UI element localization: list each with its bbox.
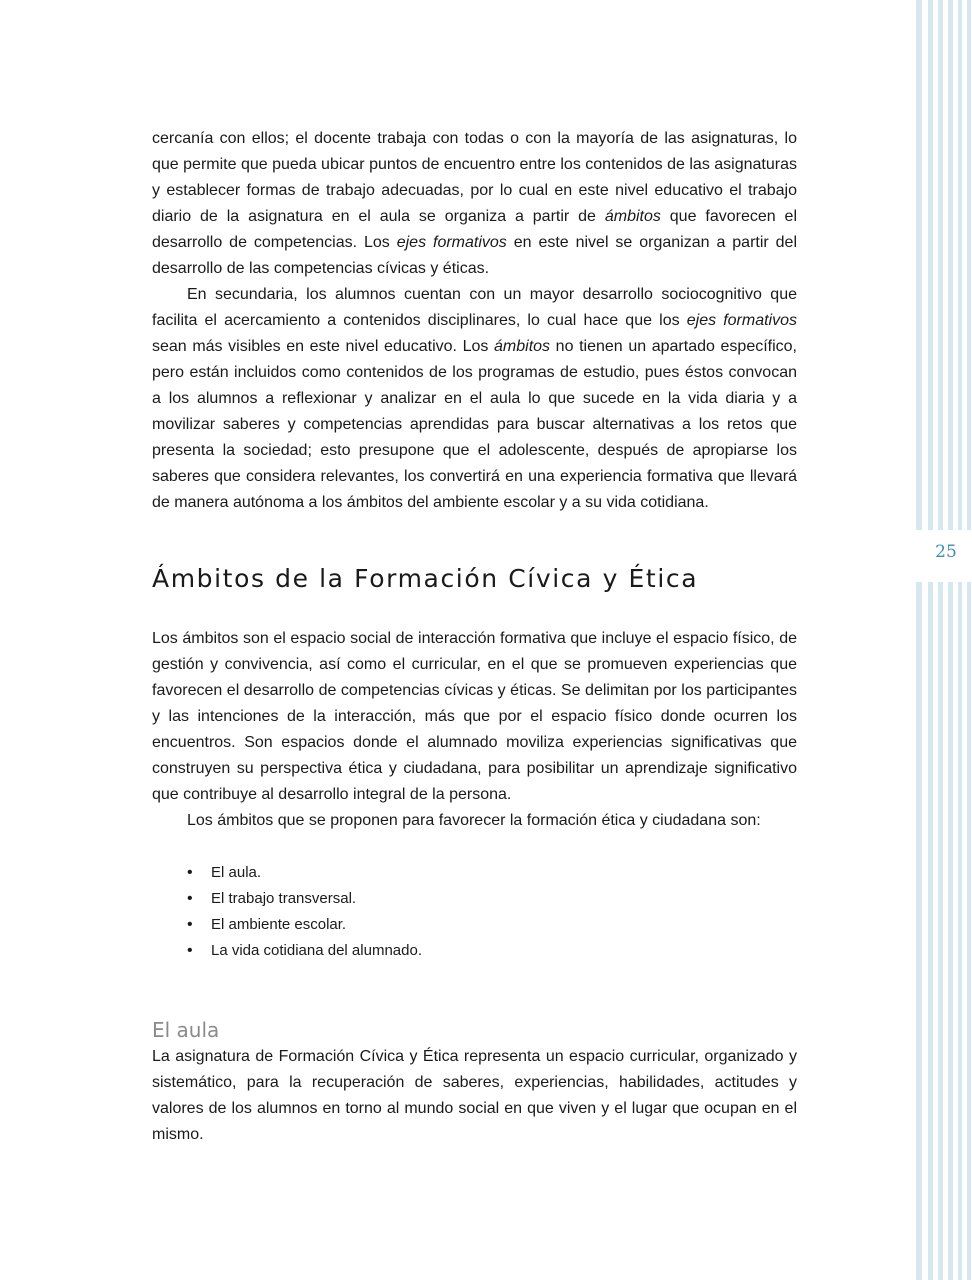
section-paragraph-2: Los ámbitos que se proponen para favorecer la formación ética y ciudadana son: bbox=[187, 812, 761, 829]
bullet-icon: • bbox=[187, 890, 193, 907]
section-paragraph-1: Los ámbitos son el espacio social de interacción formativa que incluye el espacio físico, de gestión y convivencia, así como el curricular, en el que se promueven experiencias que favorecen el desarrollo de competencias cívicas y éticas. Se delimitan por los participantes y las intenciones de la interacción, más que por el espacio físico donde ocurren los encuentros. Son espacios donde el alumnado moviliza experiencias significativas que construyen su perspectiva ética y ciudadana, para posibilitar un aprendizaje significativo que contribuye al desarrollo integral de la persona. bbox=[152, 630, 797, 803]
intro-paragraph-1: cercanía con ellos; el docente trabaja con todas o con la mayoría de las asignaturas, lo que permite que pueda ubicar puntos de encuentro entre los contenidos de las asignaturas y establecer formas de trabajo adecuadas, por lo cual en este nivel educativo el trabajo diario de la asignatura en el aula se organiza a partir de ámbitos que favorecen el desarrollo de competencias. Los ejes formativos en este nivel se organizan a partir del desarrollo de las competencias cívicas y éticas. bbox=[152, 130, 798, 277]
subsection-heading: El aula bbox=[152, 1018, 220, 1042]
list-item: • La vida cotidiana del alumnado. bbox=[187, 938, 797, 964]
page-number: 25 bbox=[935, 542, 957, 562]
list-item: • El trabajo transversal. bbox=[187, 886, 797, 912]
bullet-icon: • bbox=[187, 942, 193, 959]
ambitos-list bbox=[152, 860, 797, 964]
section-heading: Ámbitos de la Formación Cívica y Ética bbox=[152, 564, 699, 593]
bullet-icon: • bbox=[187, 916, 193, 933]
subsection-paragraph-1: La asignatura de Formación Cívica y Ética representa un espacio curricular, organizado y sistemático, para la recuperación de saberes, experiencias, habilidades, actitudes y valores de los alumnos en torno al mundo social en que viven y el lugar que ocupan en el mismo. bbox=[152, 1048, 797, 1143]
document-body bbox=[152, 126, 797, 1148]
intro-paragraph-2: En secundaria, los alumnos cuentan con un mayor desarrollo sociocognitivo que facilita el acercamiento a contenidos disciplinares, lo cual hace que los ejes formativos sean más visibles en este nivel educativo. Los ámbitos no tienen un apartado específico, pero están incluidos como contenidos de los programas de estudio, pues éstos convocan a los alumnos a reflexionar y analizar en el aula lo que sucede en la vida diaria y a movilizar saberes y competencias aprendidas para buscar alternativas a los retos que presenta la sociedad; esto presupone que el adolescente, después de apropiarse los saberes que considera relevantes, los convertirá en una experiencia formativa que llevará de manera autónoma a los ámbitos del ambiente escolar y a su vida cotidiana. bbox=[152, 286, 798, 511]
decorative-side-stripes bbox=[912, 0, 972, 1280]
list-item: • El ambiente escolar. bbox=[187, 912, 797, 938]
list-item: • El aula. bbox=[187, 860, 797, 886]
bullet-icon: • bbox=[187, 864, 193, 881]
